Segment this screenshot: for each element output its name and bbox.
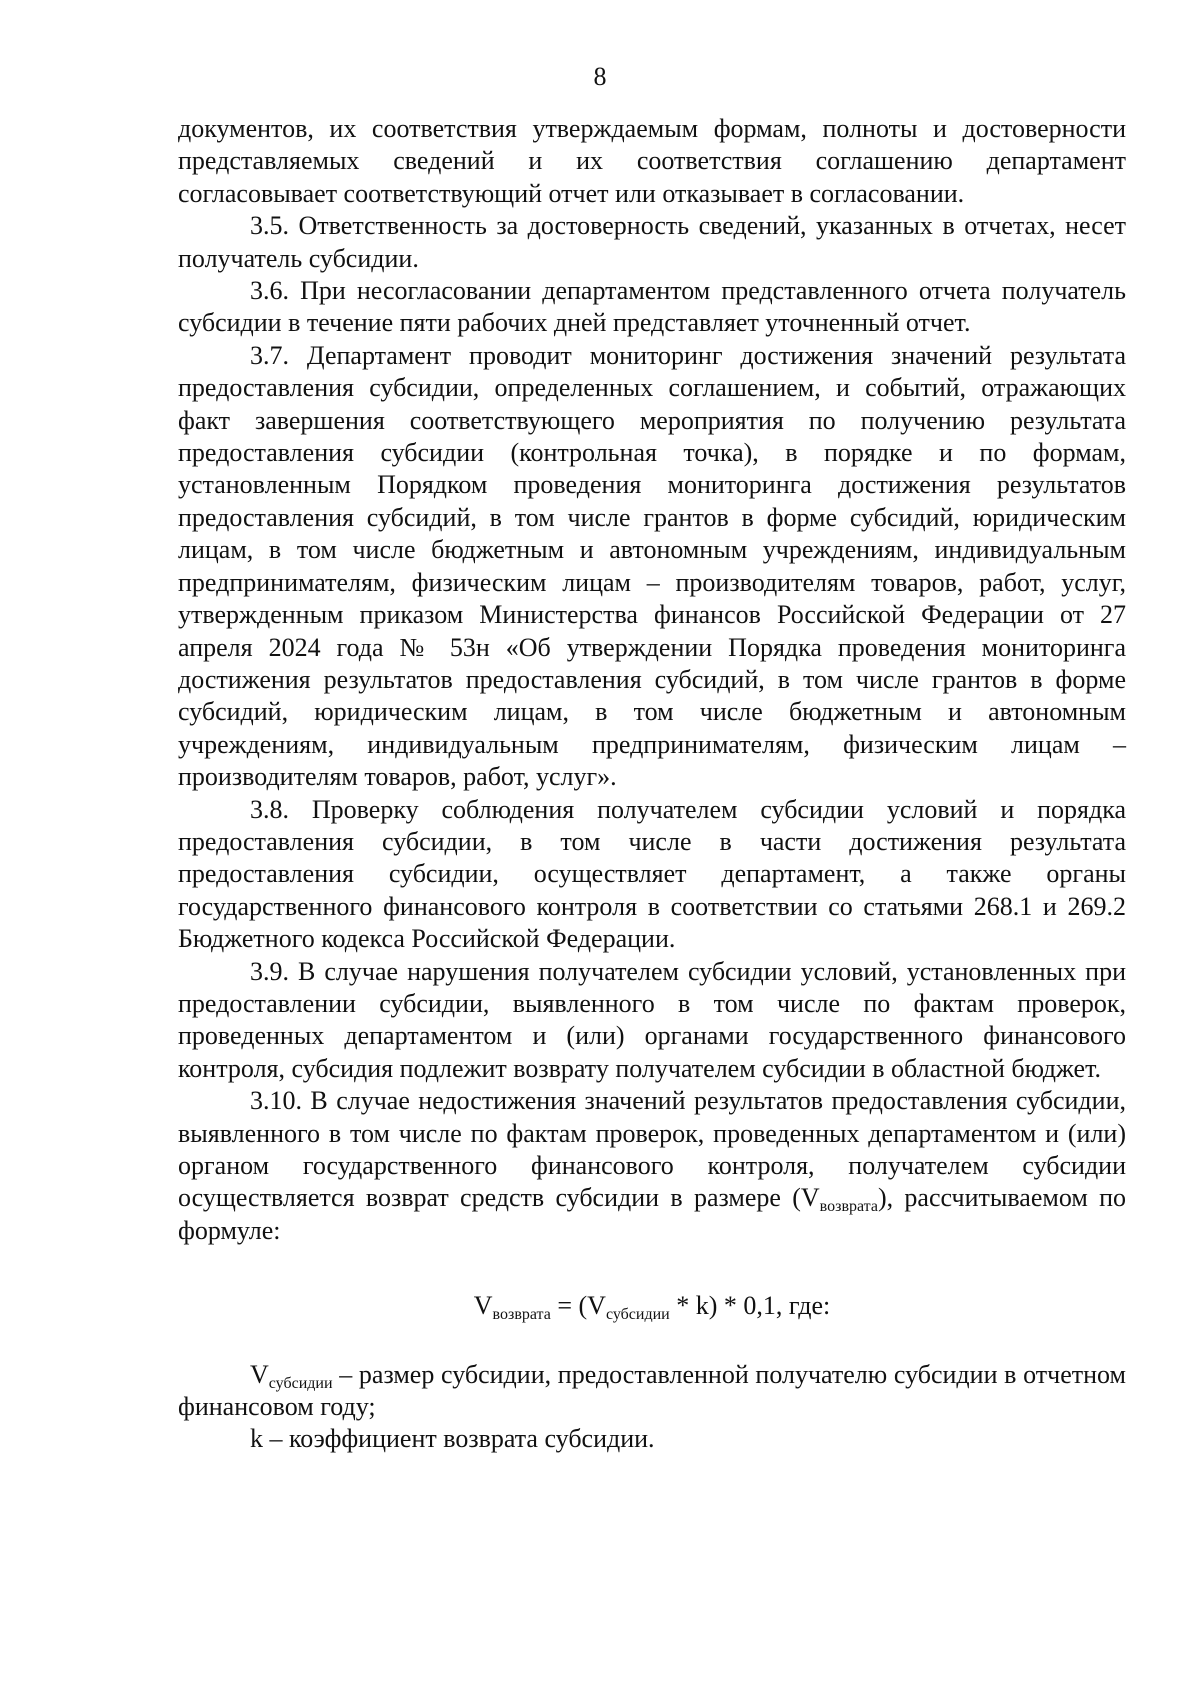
formula-v: V — [473, 1291, 493, 1321]
paragraph-3-5: 3.5. Ответственность за достоверность сведений, указанных в отчетах, несет получатель субсидии. — [178, 211, 1126, 273]
paragraph-3-8: 3.8. Проверку соблюдения получателем субсидии условий и порядка предоставления субсидии, в том числе в части достижения результата предоставления субсидии, осуществляет департамент, а также органы государственного финансового контроля в соответствии со статьями 268.1 и 269.2 Бюджетного кодекса Российской Федерации. — [178, 794, 1126, 954]
formula-rest: * k) * 0,1, где: — [669, 1291, 831, 1321]
paragraph-3-6: 3.6. При несогласовании департаментом представленного отчета получатель субсидии в течение пяти рабочих дней представляет уточненный отчет. — [178, 276, 1126, 338]
definition-v-subscript: субсидии — [268, 1374, 333, 1392]
return-formula — [178, 1290, 1126, 1322]
paragraph-3-7: 3.7. Департамент проводит мониторинг достижения значений результата предоставления субсидии, определенных соглашением, и событий, отражающих факт завершения соответствующего мероприятия по получению результата предоставления субсидии (контрольная точка), в порядке и по формам, установленным Порядком проведения мониторинга достижения результатов предоставления субсидий, в том числе грантов в форме субсидий, юридическим лицам, в том числе бюджетным и автономным учреждениям, индивидуальным предпринимателям, физическим лицам – производителям товаров, работ, услуг, утвержденным приказом Министерства финансов Российской Федерации от 27 апреля 2024 года № 53н «Об утверждении Порядка проведения мониторинга достижения результатов предоставления субсидий, в том числе грантов в форме субсидий, юридическим лицам, в том числе бюджетным и автономным учреждениям, индивидуальным предпринимателям, физическим лицам – производителям товаров, работ, услуг». — [178, 340, 1126, 792]
formula-v-subscript: возврата — [492, 1306, 551, 1324]
paragraph-3-10-subscript: возврата — [819, 1198, 878, 1216]
definition-v-subsidy — [178, 1359, 1126, 1424]
paragraph-3-10-paren: (V — [792, 1183, 820, 1213]
paragraph-3-9: 3.9. В случае нарушения получателем субсидии условий, установленных при предоставлении субсидии, выявленного в том числе по фактам проверок, проведенных департаментом и (или) органами государственного финансового контроля, субсидия подлежит возврату получателем субсидии в областной бюджет. — [178, 956, 1126, 1083]
page-number: 8 — [593, 62, 607, 91]
formula-subsidy-subscript: субсидии — [605, 1306, 670, 1324]
formula-equals: = (V — [550, 1291, 606, 1321]
paragraph-3-10-tail: ), рассчитываемом по формуле: — [178, 1183, 1126, 1245]
definition-k: k – коэффициент возврата субсидии. — [250, 1424, 655, 1454]
paragraph-3-10 — [178, 1085, 1126, 1247]
paragraph-continuation: документов, их соответствия утверждаемым формам, полноты и достоверности представляемых сведений и их соответствия соглашению департамент согласовывает соответствующий отчет или отказывает в согласовании. — [178, 114, 1126, 208]
definition-v: V — [250, 1359, 269, 1389]
paragraph-3-10-text: 3.10. В случае недостижения значений результатов предоставления субсидии, выявленного в том числе по фактам проверок, проведенных департаментом и (или) органом государственного финансового контроля, получателем субсидии осуществляется возврат средств субсидии в размере — [178, 1086, 1126, 1213]
definition-v-text: – размер субсидии, предоставленной получателю субсидии в отчетном финансовом году; — [178, 1359, 1126, 1422]
document-body — [178, 113, 1126, 1456]
